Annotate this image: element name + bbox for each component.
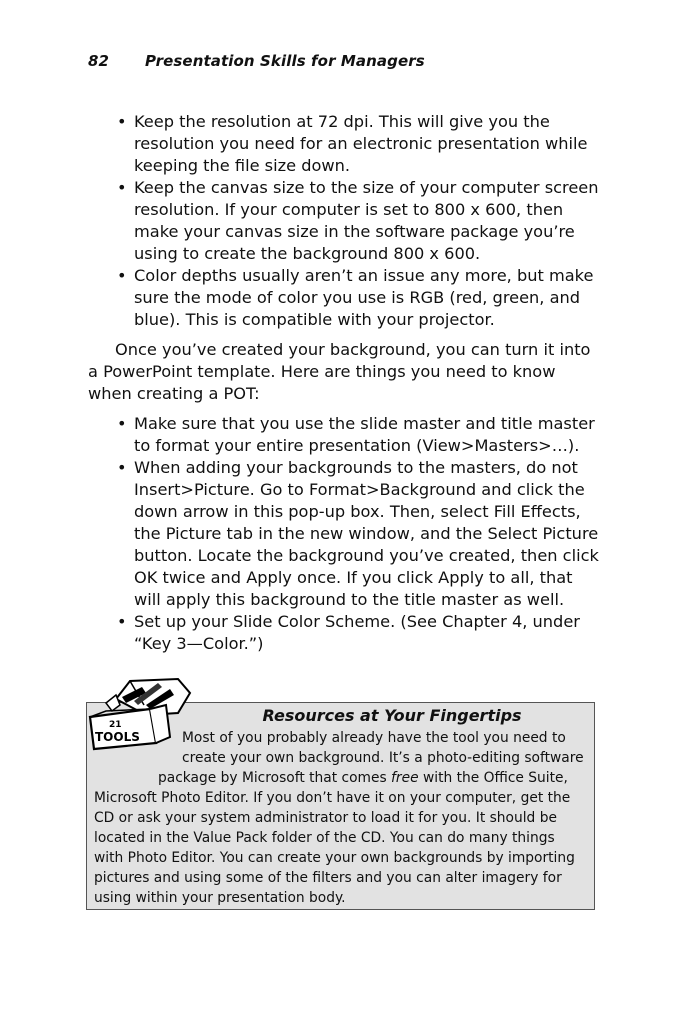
- resource-text-part: Most of you probably already have the tool you need to create your own background. It’s a photo-editing software package by Microsoft that comes: [158, 730, 584, 786]
- resource-text-part: with the Office Suite, Microsoft Photo Editor. If you don’t have it on your computer, get the CD or ask your system administrator to load it for you. It should be located in the Value Pack folder of the CD. You can do many things with Photo Editor. You can create your own backgrounds by importing pictures and using some of the filters and you can alter imagery for using within your presentation body.: [94, 770, 575, 906]
- list-item: • Make sure that you use the slide master and title master to format your entire presentation (View>Masters>…).: [134, 413, 600, 457]
- list-item: • Set up your Slide Color Scheme. (See Chapter 4, under “Key 3—Color.”): [134, 611, 600, 655]
- resource-title: Resources at Your Fingertips: [262, 706, 522, 725]
- icon-number: 21: [109, 720, 122, 730]
- page-header: [88, 52, 425, 70]
- icon-spacer: [94, 728, 182, 768]
- page-number: 82: [88, 52, 110, 70]
- resource-text-emphasis: free: [391, 770, 419, 786]
- page-body: [88, 111, 600, 655]
- list-item: • Keep the resolution at 72 dpi. This will give you the resolution you need for an electronic presentation while keeping the file size down.: [134, 111, 600, 177]
- body-paragraph: Once you’ve created your background, you can turn it into a PowerPoint template. Here are things you need to know when creating a POT:: [88, 340, 591, 403]
- resource-body: [94, 728, 588, 908]
- list-item: • Keep the canvas size to the size of your computer screen resolution. If your computer is set to 800 x 600, then make your canvas size in the software package you’re using to create the background 800 x 600.: [134, 177, 600, 265]
- list-item: • When adding your backgrounds to the masters, do not Insert>Picture. Go to Format>Background and click the down arrow in this pop-up box. Then, select Fill Effects, the Picture tab in the new window, and the Select Picture button. Locate the background you’ve created, then click OK twice and Apply once. If you click Apply to all, that will apply this background to the title master as well.: [134, 457, 600, 611]
- bullet-list-image-settings: [88, 111, 600, 331]
- icon-label: TOOLS: [95, 730, 140, 744]
- running-title: Presentation Skills for Managers: [145, 52, 425, 70]
- bullet-list-pot-tips: [88, 413, 600, 655]
- list-item: • Color depths usually aren’t an issue any more, but make sure the mode of color you use is RGB (red, green, and blue). This is compatible with your projector.: [134, 265, 600, 331]
- icon-spacer: [94, 768, 158, 788]
